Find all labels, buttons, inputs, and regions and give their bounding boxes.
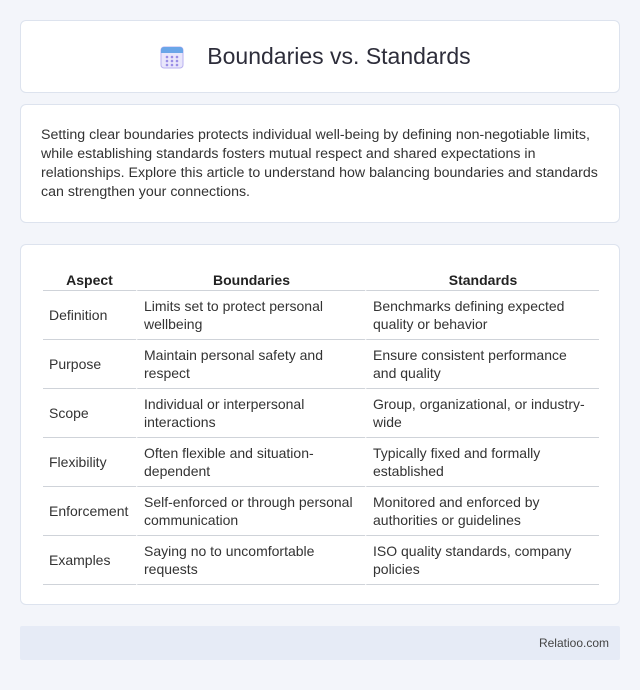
table-row — [43, 291, 599, 340]
footer — [20, 626, 620, 660]
comparison-card — [20, 244, 620, 605]
comparison-table — [43, 264, 599, 585]
intro-card — [20, 104, 620, 223]
standards-cell: Monitored and enforced by authorities or guidelines — [365, 487, 599, 536]
boundaries-cell: Saying no to uncomfortable requests — [136, 536, 365, 585]
table-header-row — [43, 264, 599, 291]
column-header-boundaries: Boundaries — [136, 264, 365, 291]
column-header-aspect: Aspect — [43, 264, 136, 291]
standards-cell: ISO quality standards, company policies — [365, 536, 599, 585]
calendar-icon — [159, 44, 185, 70]
standards-cell: Benchmarks defining expected quality or behavior — [365, 291, 599, 340]
aspect-cell: Definition — [43, 291, 136, 340]
table-row — [43, 389, 599, 438]
column-header-standards: Standards — [365, 264, 599, 291]
table-row — [43, 438, 599, 487]
footer-brand[interactable]: Relatioo.com — [538, 636, 609, 650]
standards-cell: Ensure consistent performance and quality — [365, 340, 599, 389]
boundaries-cell: Self-enforced or through personal communication — [136, 487, 365, 536]
boundaries-cell: Limits set to protect personal wellbeing — [136, 291, 365, 340]
title-card — [20, 20, 620, 93]
aspect-cell: Scope — [43, 389, 136, 438]
standards-cell: Typically fixed and formally established — [365, 438, 599, 487]
boundaries-cell: Individual or interpersonal interactions — [136, 389, 365, 438]
aspect-cell: Examples — [43, 536, 136, 585]
table-row — [43, 487, 599, 536]
standards-cell: Group, organizational, or industry-wide — [365, 389, 599, 438]
boundaries-cell: Maintain personal safety and respect — [136, 340, 365, 389]
intro-text: Setting clear boundaries protects individual well-being by defining non-negotiable limits, while establishing standards fosters mutual respect and shared expectations in relationships. Explore this article to understand how balancing boundaries and standards can strengthen your connections. — [41, 127, 598, 200]
aspect-cell: Enforcement — [43, 487, 136, 536]
aspect-cell: Purpose — [43, 340, 136, 389]
table-row — [43, 340, 599, 389]
table-row — [43, 536, 599, 585]
boundaries-cell: Often flexible and situation-dependent — [136, 438, 365, 487]
page-title: Boundaries vs. Standards — [207, 43, 471, 69]
aspect-cell: Flexibility — [43, 438, 136, 487]
